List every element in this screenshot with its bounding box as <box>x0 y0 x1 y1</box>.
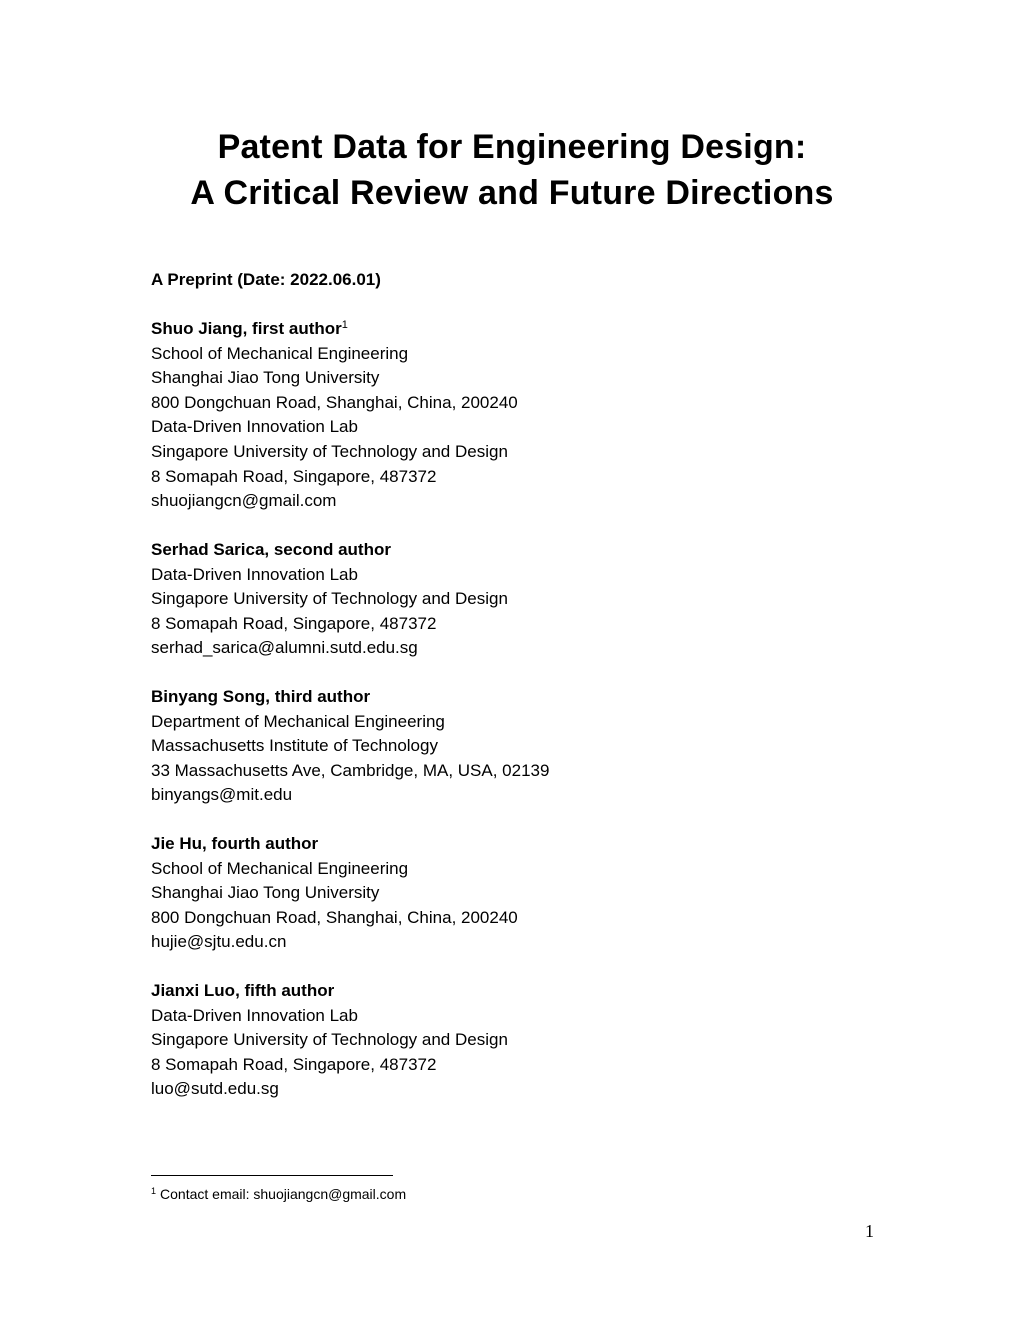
affiliation-line: Department of Mechanical Engineering <box>151 711 445 731</box>
author-block-4 <box>151 832 518 955</box>
email-line: hujie@sjtu.edu.cn <box>151 932 287 952</box>
title-line-2: A Critical Review and Future Directions <box>190 174 834 212</box>
address-line: 8 Somapah Road, Singapore, 487372 <box>151 466 437 486</box>
email-line: luo@sutd.edu.sg <box>151 1079 279 1099</box>
author-block-3 <box>151 685 549 808</box>
address-line: 800 Dongchuan Road, Shanghai, China, 200240 <box>151 907 518 927</box>
affiliation-line: School of Mechanical Engineering <box>151 858 409 878</box>
author-block-2 <box>151 538 508 661</box>
email-line: shuojiangcn@gmail.com <box>151 491 337 511</box>
author-name-text: Shuo Jiang, first author <box>151 319 342 338</box>
preprint-date: A Preprint (Date: 2022.06.01) <box>151 270 381 289</box>
affiliation-line: Singapore University of Technology and Design <box>151 1030 508 1050</box>
email-line: serhad_sarica@alumni.sutd.edu.sg <box>151 638 418 658</box>
footnote <box>151 1184 406 1204</box>
author-block-1 <box>151 317 518 514</box>
affiliation-line: Data-Driven Innovation Lab <box>151 564 358 584</box>
email-line: binyangs@mit.edu <box>151 785 293 805</box>
author-block-5 <box>151 979 508 1102</box>
footnote-marker: 1 <box>341 319 348 331</box>
paper-title <box>0 124 1024 216</box>
author-name: Serhad Sarica, second author <box>151 540 391 559</box>
affiliation-line: Data-Driven Innovation Lab <box>151 1005 358 1025</box>
address-line: 800 Dongchuan Road, Shanghai, China, 200240 <box>151 392 518 412</box>
address-line: 8 Somapah Road, Singapore, 487372 <box>151 613 437 633</box>
author-name: Binyang Song, third author <box>151 687 371 706</box>
affiliation-line: Shanghai Jiao Tong University <box>151 368 380 388</box>
footnote-divider <box>151 1175 393 1176</box>
author-name <box>151 317 518 342</box>
affiliation-line: School of Mechanical Engineering <box>151 343 409 363</box>
affiliation-line: Singapore University of Technology and Design <box>151 589 508 609</box>
title-line-1: Patent Data for Engineering Design: <box>217 128 807 166</box>
affiliation-line: Massachusetts Institute of Technology <box>151 736 438 756</box>
page-number: 1 <box>865 1221 874 1241</box>
address-line: 33 Massachusetts Ave, Cambridge, MA, USA, 02139 <box>151 760 550 780</box>
affiliation-line: Data-Driven Innovation Lab <box>151 417 358 437</box>
address-line: 8 Somapah Road, Singapore, 487372 <box>151 1054 437 1074</box>
author-name: Jianxi Luo, fifth author <box>151 981 335 1000</box>
affiliation-line: Singapore University of Technology and Design <box>151 441 508 461</box>
author-name: Jie Hu, fourth author <box>151 834 319 853</box>
footnote-mark: 1 <box>151 1186 157 1196</box>
footnote-text: Contact email: shuojiangcn@gmail.com <box>160 1186 407 1202</box>
affiliation-line: Shanghai Jiao Tong University <box>151 883 380 903</box>
